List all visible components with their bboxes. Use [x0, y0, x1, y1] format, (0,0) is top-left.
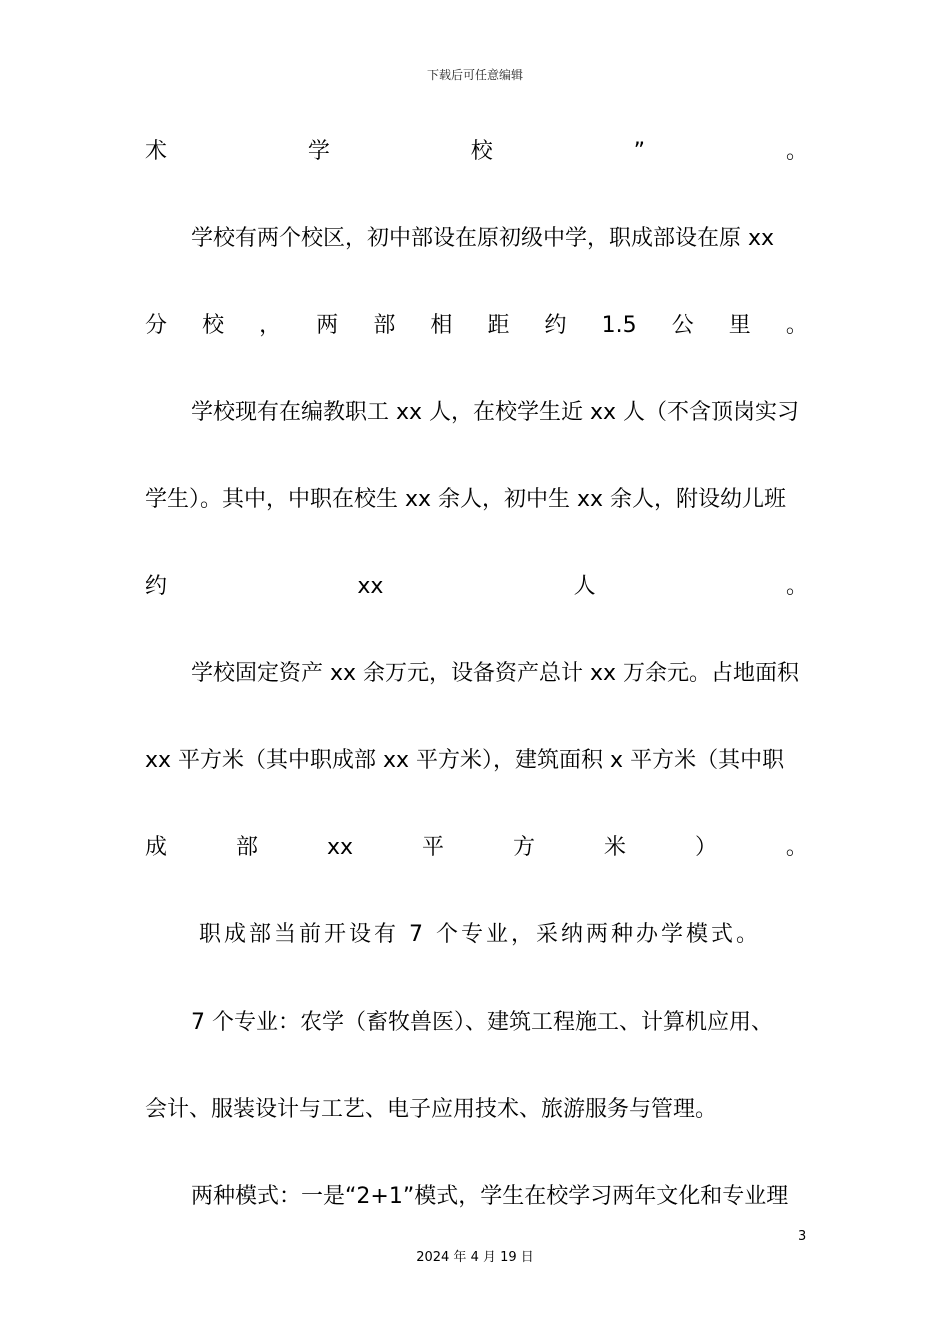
line-token: 。	[785, 835, 808, 860]
line-token: 校	[470, 139, 493, 164]
line-token: 约	[145, 574, 168, 599]
line-token: 米	[603, 835, 626, 860]
text-line-10: 职成部当前开设有 7 个专业，采纳两种办学模式。	[199, 922, 761, 947]
line-token: 人	[573, 574, 596, 599]
line-token: 。	[785, 574, 808, 599]
text-line-3	[145, 311, 808, 341]
line-token: 平	[421, 835, 444, 860]
line-token: 距	[487, 313, 510, 338]
line-token: ）	[694, 835, 717, 860]
line-token: xx	[326, 835, 354, 860]
line-token: 校	[202, 313, 225, 338]
text-line-8: xx 平方米（其中职成部 xx 平方米），建筑面积 x 平方米（其中职	[145, 748, 785, 773]
text-line-5: 学生）。其中，中职在校生 xx 余人，初中生 xx 余人，附设幼儿班	[145, 487, 787, 512]
line-token: 部	[373, 313, 396, 338]
text-line-11: 7 个专业：农学（畜牧兽医）、建筑工程施工、计算机应用、	[191, 1010, 773, 1035]
text-line-13: 两种模式：一是“2+1”模式，学生在校学习两年文化和专业理	[191, 1184, 789, 1209]
line-token: 相	[430, 313, 453, 338]
line-token: 成	[145, 835, 168, 860]
text-line-7: 学校固定资产 xx 余万元，设备资产总计 xx 万余元。占地面积	[191, 661, 800, 686]
line-token: 1.5	[601, 313, 637, 338]
text-line-9	[145, 833, 808, 863]
text-line-4: 学校现有在编教职工 xx 人，在校学生近 xx 人（不含顶岗实习	[191, 400, 800, 425]
line-token: 里	[728, 313, 751, 338]
page-number: 3	[798, 1229, 807, 1244]
footer-date: 2024 年 4 月 19 日	[416, 1250, 534, 1265]
text-line-2: 学校有两个校区，初中部设在原初级中学，职成部设在原 xx	[191, 226, 775, 251]
page-header: 下载后可任意编辑	[426, 68, 523, 82]
text-line-1	[145, 137, 808, 167]
line-token: 分	[145, 313, 168, 338]
line-token: 学	[307, 139, 330, 164]
line-token: 术	[145, 139, 168, 164]
line-token: ，	[259, 313, 282, 338]
text-line-6	[145, 572, 808, 602]
text-line-12: 会计、服装设计与工艺、电子应用技术、旅游服务与管理。	[145, 1097, 718, 1122]
line-token: 。	[785, 313, 808, 338]
line-token: 方	[512, 835, 535, 860]
line-token: 公	[671, 313, 694, 338]
line-token: ”	[633, 139, 646, 164]
line-token: 。	[785, 139, 808, 164]
line-token: 两	[316, 313, 339, 338]
line-token: 约	[544, 313, 567, 338]
line-token: xx	[357, 574, 384, 599]
line-token: 部	[235, 835, 258, 860]
